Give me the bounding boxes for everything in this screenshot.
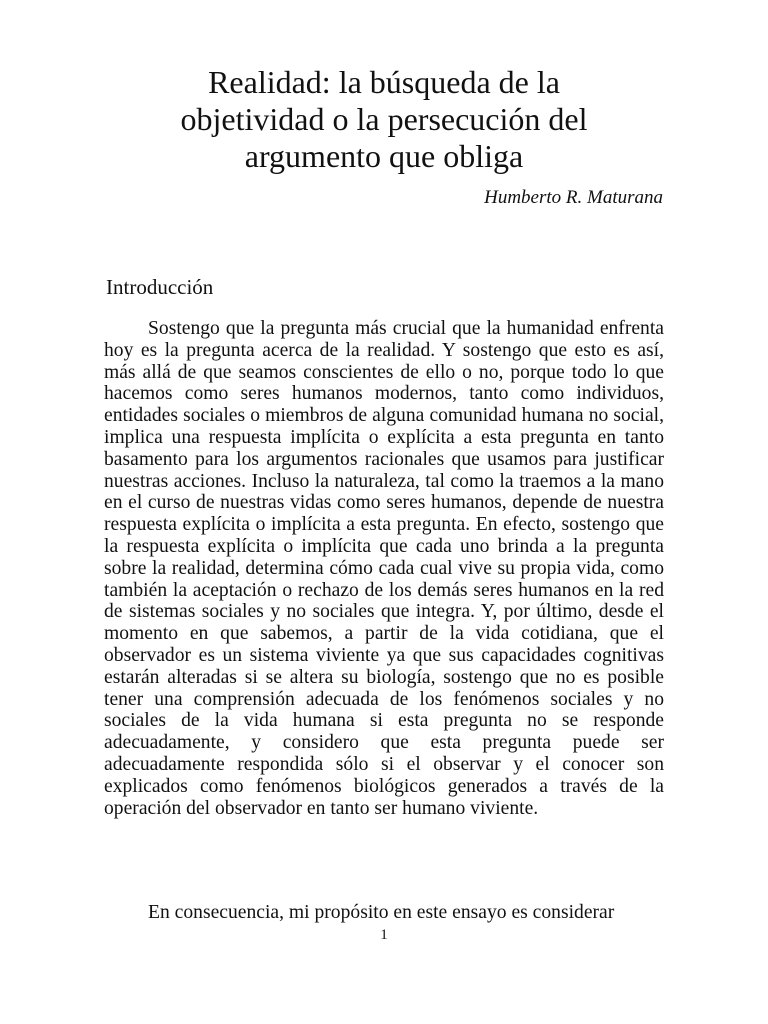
- body-paragraph: Sostengo que la pregunta más crucial que la humanidad enfrenta hoy es la pregunta acerca de la realidad. Y sostengo que esto es así, más allá de que seamos conscientes de ello o no, porque todo lo que hacemos como seres humanos modernos, tanto como individuos, entidades sociales o miembros de alguna comunidad humana no social, implica una respuesta implícita o explícita a esta pregunta en tanto basamento para los argumentos racionales que usamos para justificar nuestras acciones. Incluso la naturaleza, tal como la traemos a la mano en el curso de nuestras vidas como seres humanos, depende de nuestra respuesta explícita o implícita a esta pregunta. En efecto, sostengo que la respuesta explícita o implícita que cada uno brinda a la pregunta sobre la realidad, determina cómo cada cual vive su propia vida, como también la aceptación o rechazo de los demás seres humanos en la red de sistemas sociales y no sociales que integra. Y, por último, desde el momento en que sabemos, a partir de la vida cotidiana, que el observador es un sistema viviente ya que sus capacidades cognitivas estarán alteradas si se altera su biología, sostengo que no es posible tener una comprensión adecuada de los fenómenos sociales y no sociales de la vida humana si esta pregunta no se responde adecuadamente, y considero que esta pregunta puede ser adecuadamente respondida sólo si el observar y el conocer son explicados como fenómenos biológicos generados a través de la operación del observador en tanto ser humano viviente.: [104, 318, 664, 819]
- document-title: [60, 64, 708, 175]
- title-line: objetividad o la persecución del: [180, 101, 588, 137]
- page-number: 1: [380, 927, 388, 943]
- author-name: Humberto R. Maturana: [484, 187, 663, 208]
- body-paragraph: En consecuencia, mi propósito en este ensayo es considerar: [148, 902, 615, 923]
- section-heading: Introducción: [106, 275, 214, 299]
- title-line: argumento que obliga: [244, 138, 524, 174]
- title-line: Realidad: la búsqueda de la: [208, 64, 560, 100]
